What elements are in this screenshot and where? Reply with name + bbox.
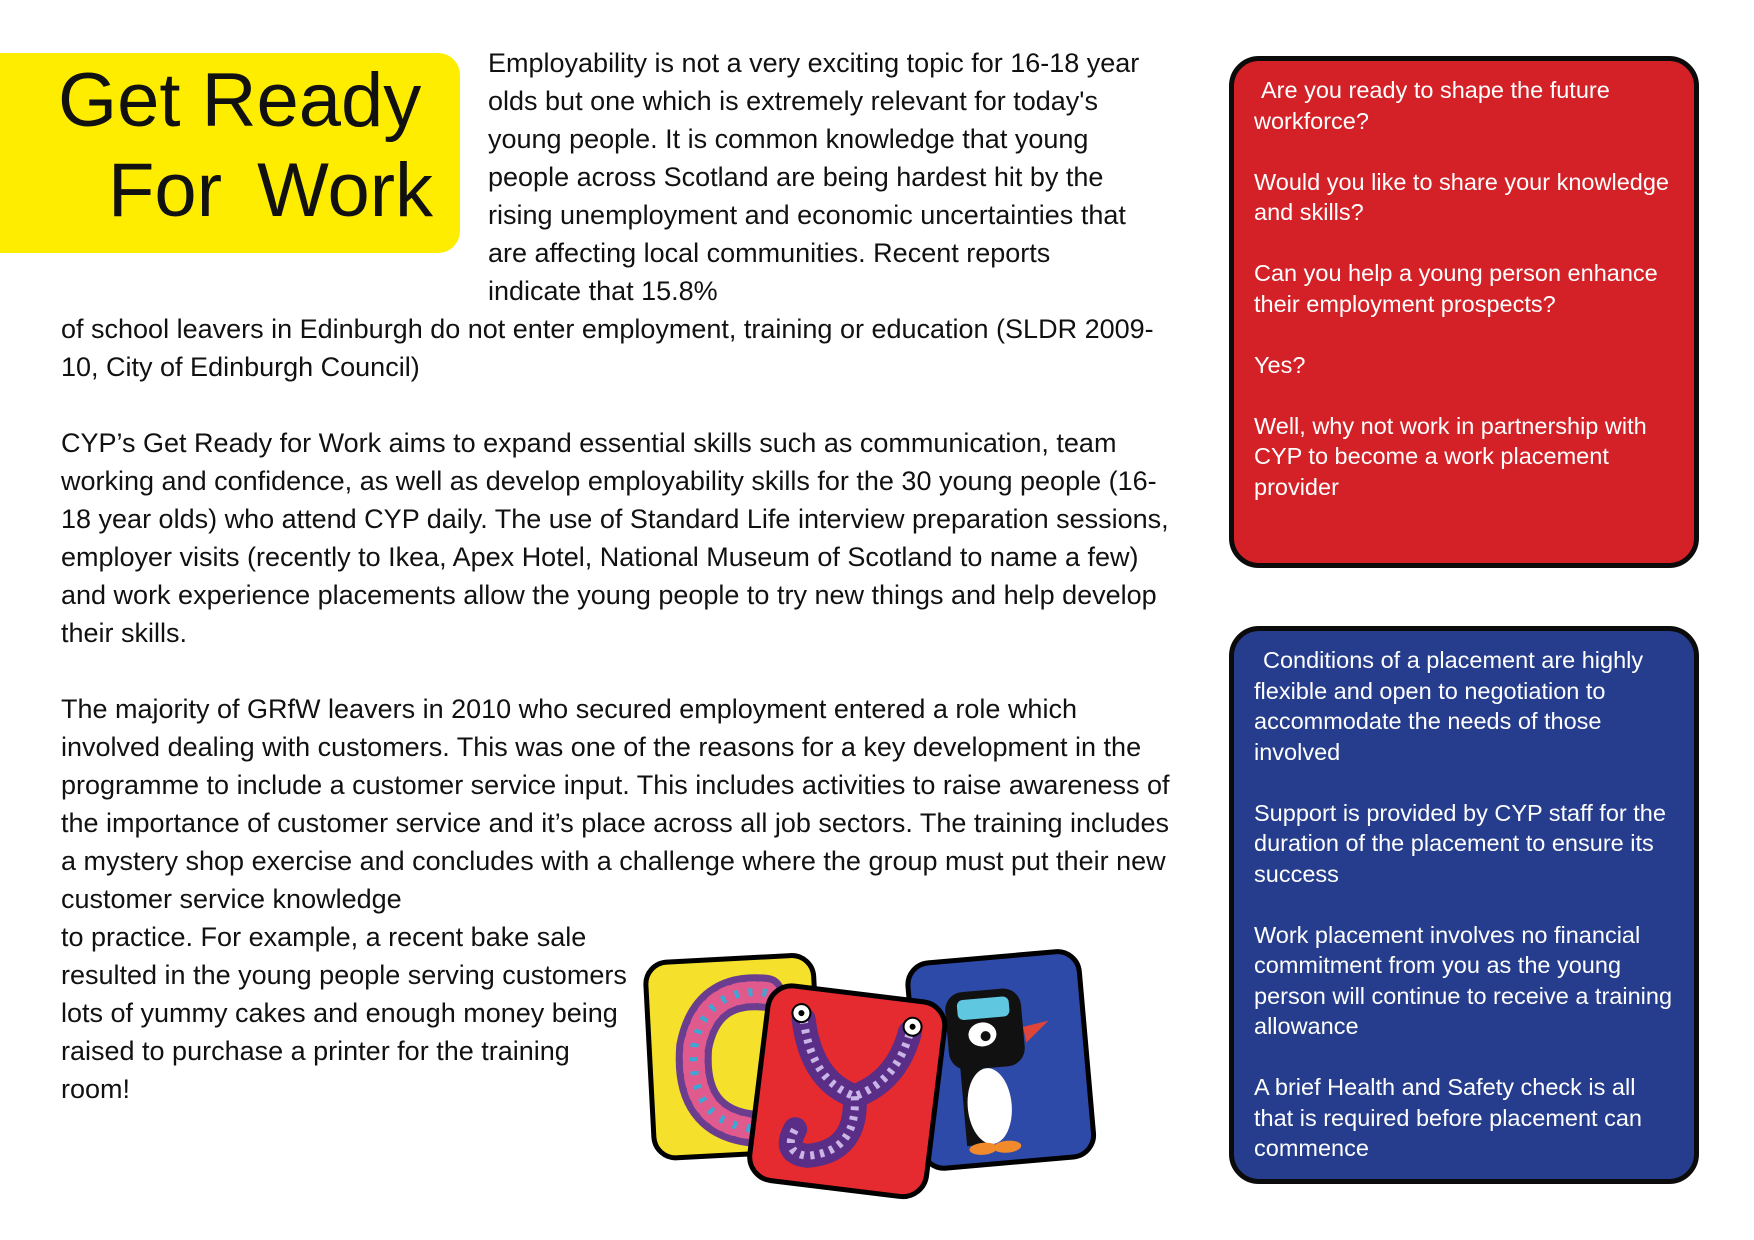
question-share-skills: Would you like to share your knowledge and skills? xyxy=(1254,168,1669,225)
letter-y-drawing-icon xyxy=(747,983,948,1199)
title-line-2: For Work xyxy=(108,148,434,233)
question-shape-workforce: Are you ready to shape the future workforce? xyxy=(1254,77,1610,134)
paragraph-customer-service: The majority of GRfW leavers in 2010 who secured employment entered a role which involved dealing with customers. This was one of the reasons for a key development in the programme to include a customer service input. This includes activities to raise awareness of the importance of customer service and it’s place across all job sectors. The training includes a mystery shop exercise and concludes with a challenge where the group must put their new customer service knowledge xyxy=(61,694,1170,914)
cyp-artwork xyxy=(640,945,1160,1215)
intro-paragraph: Employability is not a very exciting topic for 16-18 year olds but one which is extremely relevant for today's young people. It is common knowledge that young people across Scotland are being hardest hit by the rising unemployment and economic uncertainties that are affecting local communities. Recent reports indicate that 15.8% xyxy=(488,48,1140,306)
question-help-young-person: Can you help a young person enhance their employment prospects? xyxy=(1254,260,1658,317)
call-to-partnership: Well, why not work in partnership with CYP to become a work placement provider xyxy=(1254,412,1647,500)
title-banner xyxy=(0,53,460,253)
paragraph-bake-sale: to practice. For example, a recent bake sale resulted in the young people serving customers lots of yummy cakes and enough money being raised to purchase a printer for the training room! xyxy=(61,922,627,1104)
answer-yes: Yes? xyxy=(1254,351,1306,378)
placement-conditions-box xyxy=(1229,626,1699,1184)
condition-support: Support is provided by CYP staff for the duration of the placement to ensure its success xyxy=(1254,799,1666,887)
condition-flexible: Conditions of a placement are highly flexible and open to negotiation to accommodate the needs of those involved xyxy=(1254,647,1644,765)
title-line-1: Get Ready xyxy=(58,58,422,143)
condition-health-safety: A brief Health and Safety check is all that is required before placement can commence xyxy=(1254,1074,1642,1161)
paragraph-aims: CYP’s Get Ready for Work aims to expand essential skills such as communication, team working and confidence, as well as develop employability skills for the 30 young people (16-18 year olds) who attend CYP daily. The use of Standard Life interview preparation sessions, employer visits (recently to Ikea, Apex Hotel, National Museum of Scotland to name a few) and work experience placements allow the young people to try new things and help develop their skills. xyxy=(61,428,1169,648)
work-placement-questions-box xyxy=(1229,56,1699,568)
condition-no-cost: Work placement involves no financial commitment from you as the young person will continue to receive a training allowance xyxy=(1254,921,1673,1039)
intro-paragraph-continued: of school leavers in Edinburgh do not enter employment, training or education (SLDR 2009-10, City of Edinburgh Council) xyxy=(61,314,1154,382)
